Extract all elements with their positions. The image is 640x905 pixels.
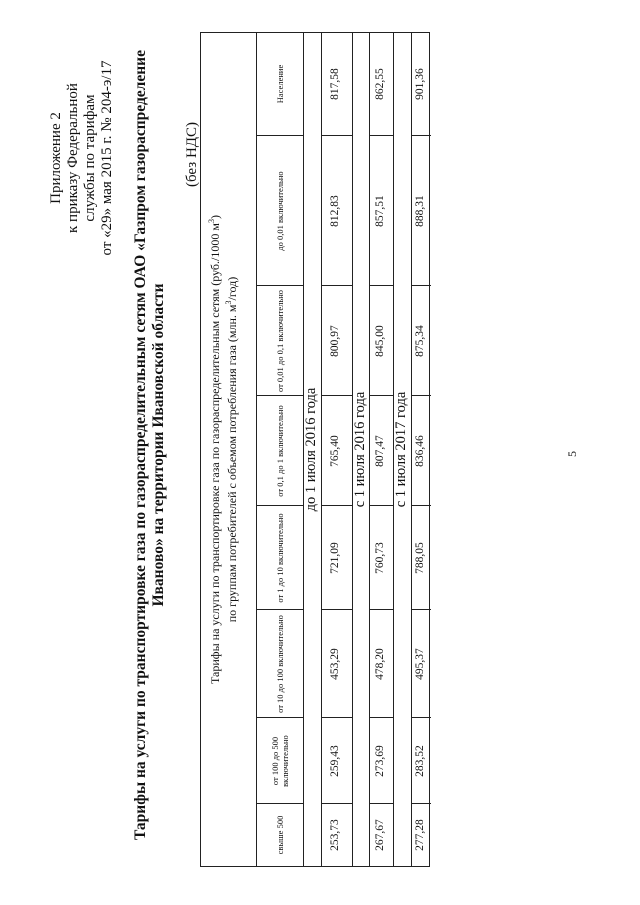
vat-note: (без НДС) xyxy=(184,121,200,187)
col-head-over-500: свыше 500 xyxy=(275,815,285,855)
value-s2-c5: 807,47 xyxy=(374,435,386,467)
value-s1-c5: 765,40 xyxy=(329,435,341,467)
col-head-up-to-0-01: до 0,01 включительно xyxy=(275,171,285,251)
value-s1-c3: 453,29 xyxy=(329,648,341,680)
section-label-from-jul-2017: с 1 июля 2017 года xyxy=(393,391,409,508)
col-head-100-500: от 100 до 500 включительно xyxy=(270,735,290,787)
table-header xyxy=(201,33,256,866)
value-s1-c8: 817,58 xyxy=(329,68,341,100)
value-s3-c7: 888,31 xyxy=(414,195,426,227)
header-line-1-end: ) xyxy=(208,215,222,220)
header-line-2-text: по группам потребителей с объемом потребления газа (млн. м xyxy=(225,304,239,623)
header-line-1 xyxy=(205,33,222,866)
page-number: 5 xyxy=(565,451,579,457)
value-s2-c4: 760,73 xyxy=(374,542,386,574)
tariff-table xyxy=(200,32,430,867)
value-s2-c1: 267,67 xyxy=(374,819,386,851)
col-head-0-1-1: от 0,1 до 1 включительно xyxy=(275,405,285,497)
section-label-from-jul-2016: с 1 июля 2016 года xyxy=(352,391,368,508)
hline-sec3-label xyxy=(411,33,412,866)
value-s3-c2: 283,52 xyxy=(414,745,426,777)
value-s1-c4: 721,09 xyxy=(329,542,341,574)
value-s2-c7: 857,51 xyxy=(374,195,386,227)
value-s1-c2: 259,43 xyxy=(329,745,341,777)
value-s3-c1: 277,28 xyxy=(414,819,426,851)
col-head-1-10: от 1 до 10 включительно xyxy=(275,513,285,603)
value-s2-c3: 478,20 xyxy=(374,648,386,680)
document-title xyxy=(132,45,168,845)
col-head-0-01-0-1: от 0,01 до 0,1 включительно xyxy=(275,289,285,393)
value-s1-c7: 812,83 xyxy=(329,195,341,227)
appendix-line-2: к приказу Федеральной xyxy=(65,83,81,233)
title-line-1: Тарифы на услуги по транспортировке газа по газораспределительным сетям ОАО «Газпром газораспределение xyxy=(132,50,149,841)
value-s3-c4: 788,05 xyxy=(414,542,426,574)
col-head-population: Население xyxy=(275,64,285,104)
value-s3-c3: 495,37 xyxy=(414,648,426,680)
col-head-10-100: от 10 до 100 включительно xyxy=(275,615,285,713)
value-s2-c6: 845,00 xyxy=(374,325,386,357)
value-s3-c5: 836,46 xyxy=(414,435,426,467)
title-line-2: Иваново» на территории Ивановской области xyxy=(150,283,167,607)
value-s1-c1: 253,73 xyxy=(329,819,341,851)
value-s2-c2: 273,69 xyxy=(374,745,386,777)
value-s3-c8: 901,36 xyxy=(414,68,426,100)
header-line-2 xyxy=(222,33,239,866)
value-s3-c6: 875,34 xyxy=(414,325,426,357)
value-s1-c6: 800,97 xyxy=(329,325,341,357)
header-line-2-end: /год) xyxy=(225,276,239,301)
hline-sec1-label xyxy=(321,33,322,866)
appendix-block xyxy=(48,23,116,293)
appendix-line-4: от «29» мая 2015 г. № 204-э/17 xyxy=(99,60,115,256)
appendix-line-1: Приложение 2 xyxy=(48,112,64,204)
value-s2-c8: 862,55 xyxy=(374,68,386,100)
hline-sec2-label xyxy=(369,33,370,866)
header-line-2-sup: 3 xyxy=(224,300,233,305)
header-line-1-sup: 3 xyxy=(207,219,216,224)
appendix-line-3: службы по тарифам xyxy=(82,94,98,222)
section-label-until-jul-2016: до 1 июля 2016 года xyxy=(303,387,319,512)
header-line-1-text: Тарифы на услуги по транспортировке газа по газораспределительным сетям (руб./1000 м xyxy=(208,223,222,684)
